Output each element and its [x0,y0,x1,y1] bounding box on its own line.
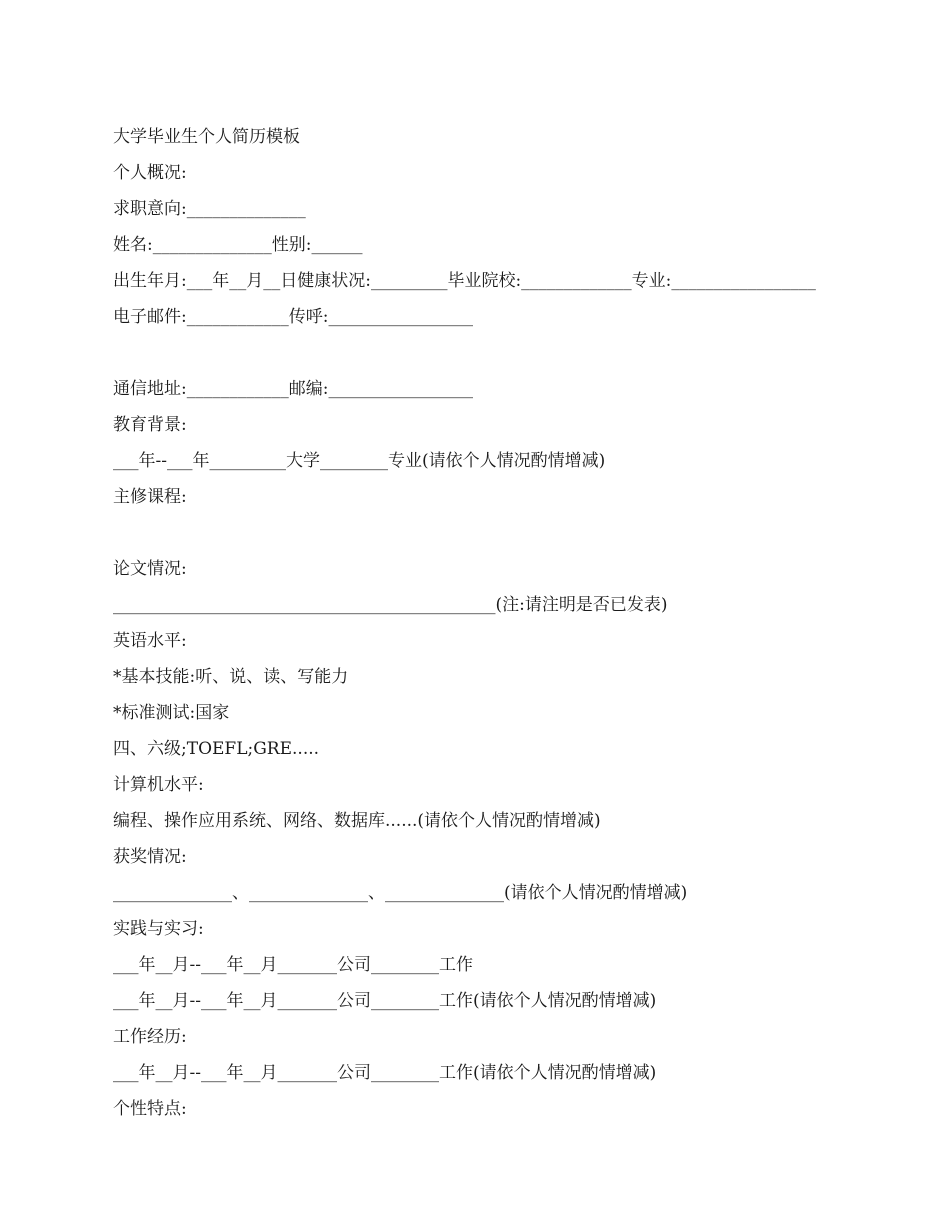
resume-template-text [113,119,913,1127]
line-cet-toefl-gre: 四、六级;TOEFL;GRE..... [113,739,320,759]
section-main-courses: 主修课程: [113,487,187,507]
line-birth-health-school-major: 出生年月:___年__月__日健康状况:_________毕业院校:_____________专业:_________________ [113,271,816,291]
line-basic-skills: *基本技能:听、说、读、写能力 [113,667,349,687]
blank-line [113,515,913,551]
line-address-postcode: 通信地址:____________邮编:_________________ [113,379,473,399]
line-internship-entry-1: ___年__月--___年__月_______公司________工作 [113,955,473,975]
section-practice-internship: 实践与实习: [113,919,204,939]
section-thesis: 论文情况: [113,559,187,579]
line-job-intention: 求职意向:______________ [113,199,306,219]
section-education: 教育背景: [113,415,187,435]
line-name-gender: 姓名:______________性别:______ [113,235,363,255]
line-work-entry: ___年__月--___年__月_______公司________工作(请依个人情况酌情增减) [113,1063,657,1083]
blank-line [113,335,913,371]
section-personal-overview: 个人概况: [113,163,187,183]
section-personality: 个性特点: [113,1099,187,1119]
section-work-experience: 工作经历: [113,1027,187,1047]
line-internship-entry-2: ___年__月--___年__月_______公司________工作(请依个人情况酌情增减) [113,991,657,1011]
line-email-pager: 电子邮件:____________传呼:_________________ [113,307,473,327]
line-computer-skills: 编程、操作应用系统、网络、数据库......(请依个人情况酌情增减) [113,811,601,831]
line-standard-tests: *标准测试:国家 [113,703,230,723]
section-english-level: 英语水平: [113,631,187,651]
line-education-entry: ___年--___年_________大学________专业(请依个人情况酌情增减) [113,451,606,471]
section-awards: 获奖情况: [113,847,187,867]
section-computer-level: 计算机水平: [113,775,204,795]
document-title: 大学毕业生个人简历模板 [113,127,300,147]
line-awards-entry: ______________、______________、______________(请依个人情况酌情增减) [113,883,688,903]
line-thesis-entry: _____________________________________________(注:请注明是否已发表) [113,595,668,615]
